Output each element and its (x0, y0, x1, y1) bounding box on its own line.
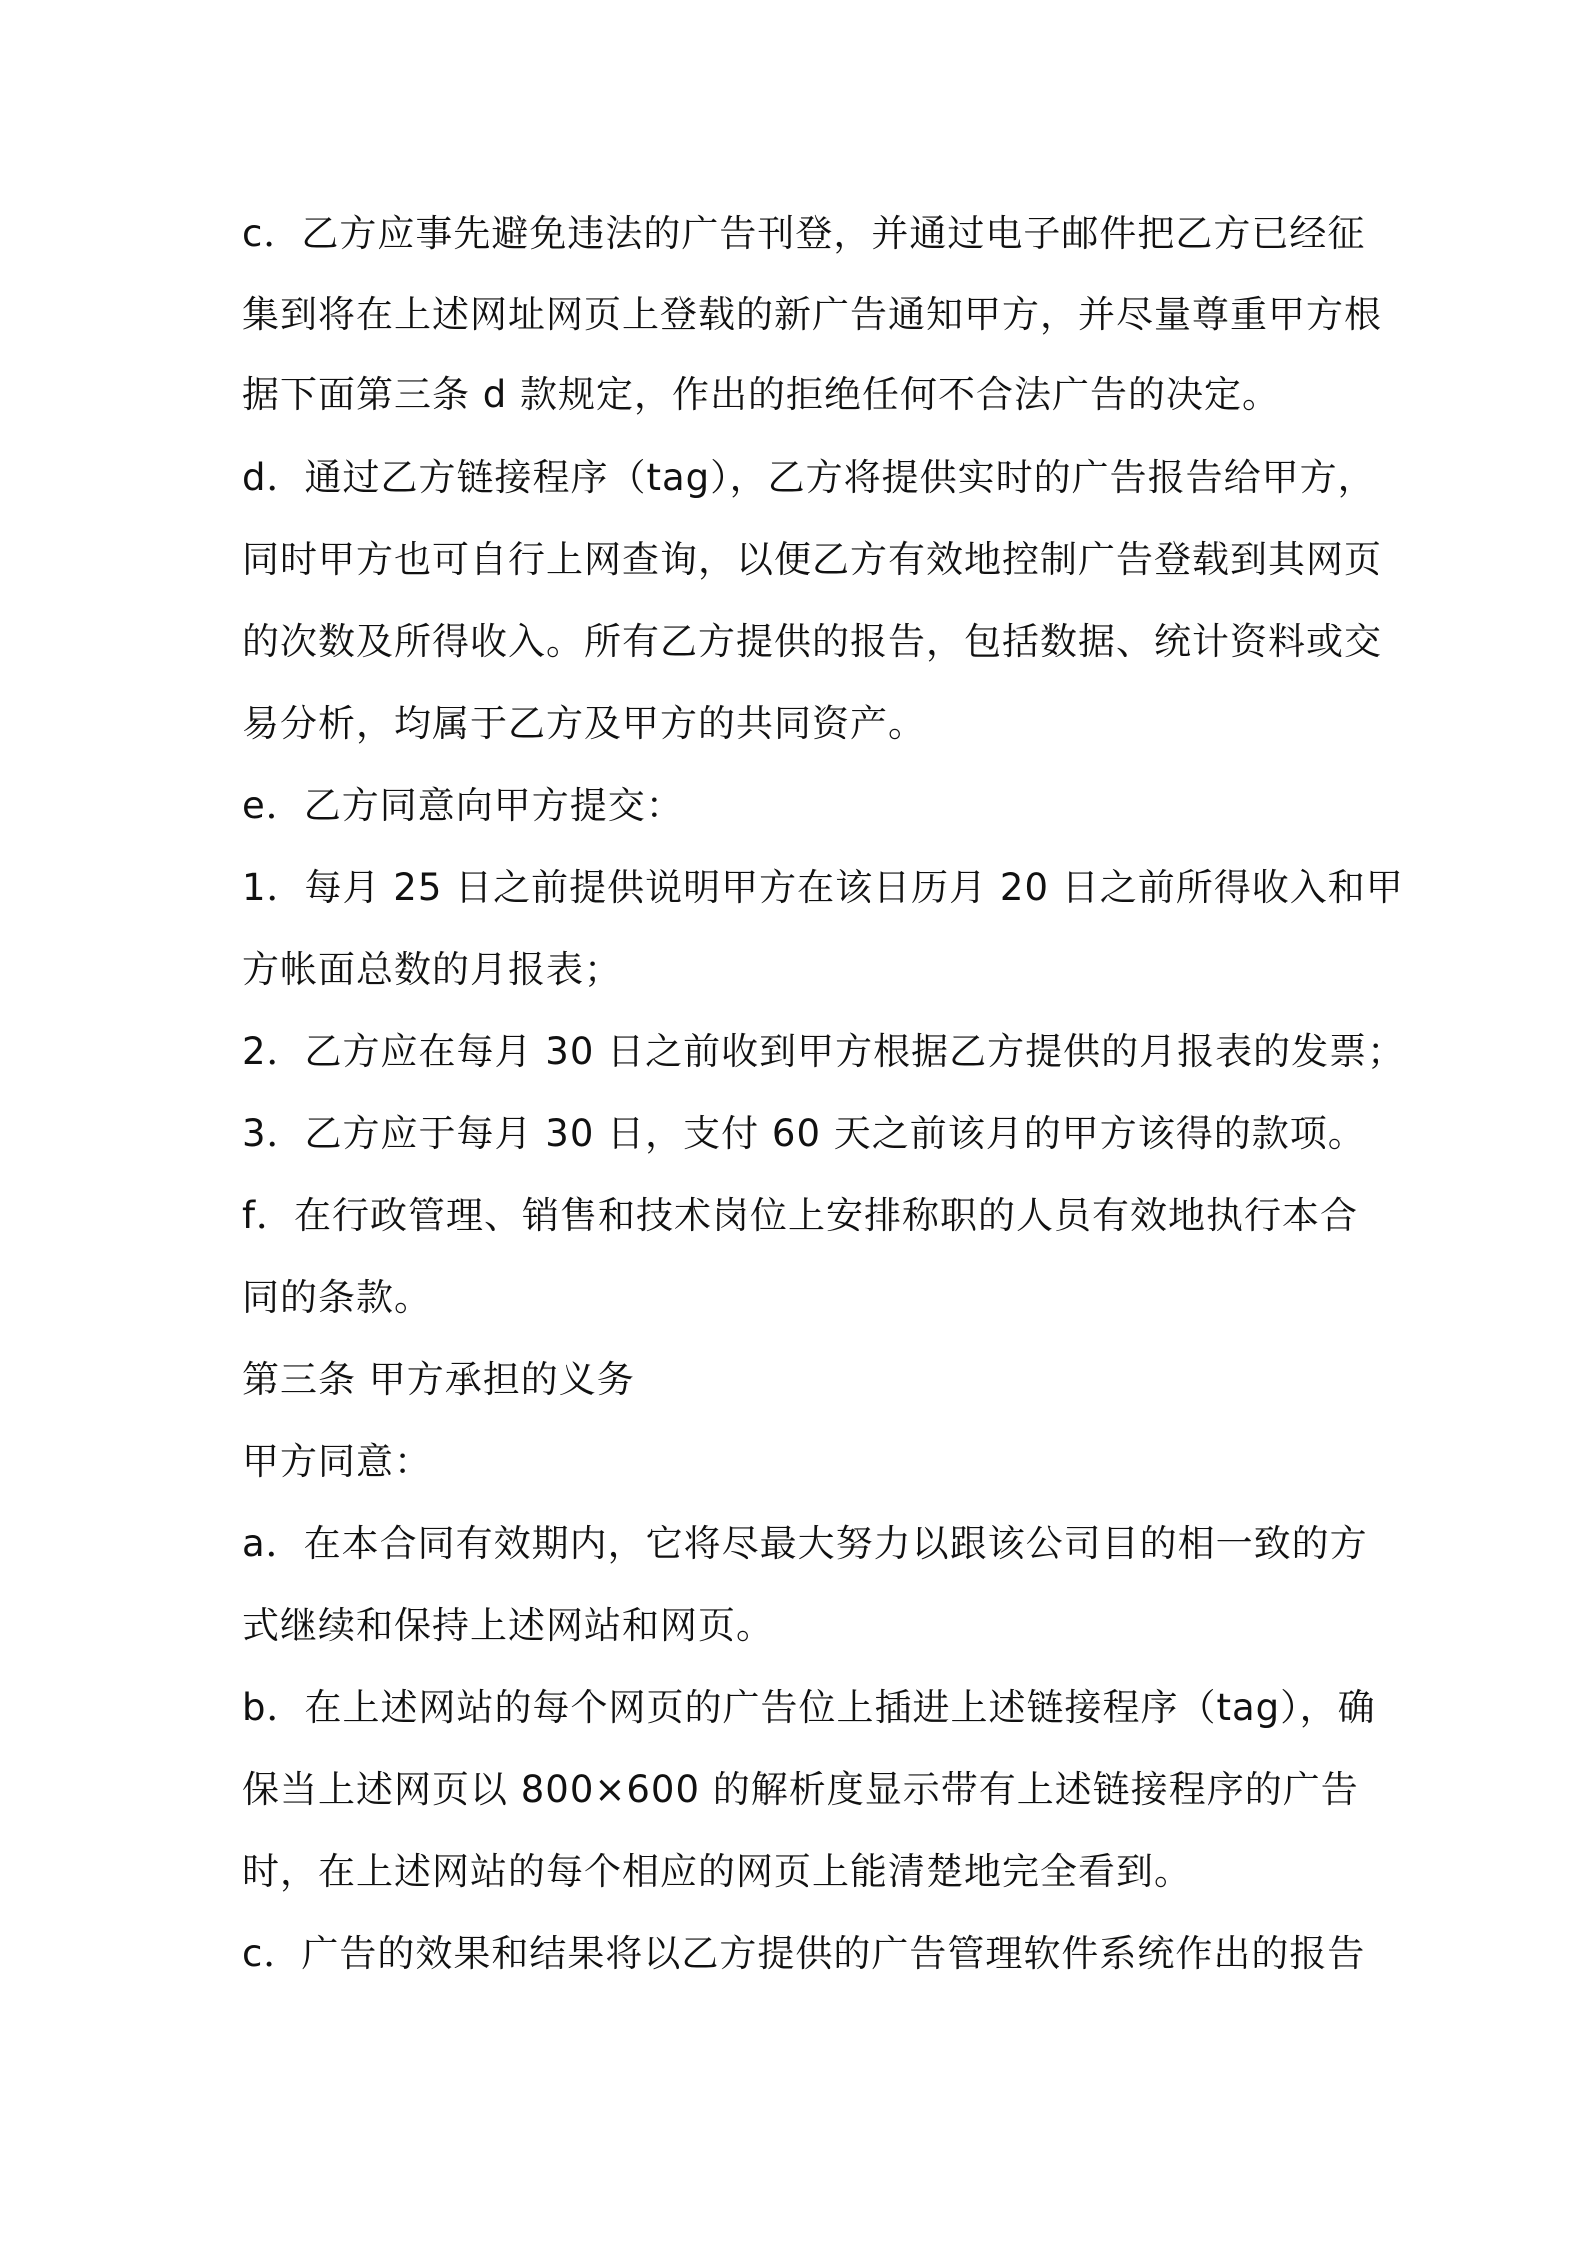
section-heading: 第三条 甲方承担的义务 (242, 1358, 635, 1401)
text-line: 集到将在上述网址网页上登载的新广告通知甲方，并尽量尊重甲方根 (242, 293, 1382, 336)
text-line: d．通过乙方链接程序（tag），乙方将提供实时的广告报告给甲方， (242, 456, 1376, 499)
text-line: 1．每月 25 日之前提供说明甲方在该日历月 20 日之前所得收入和甲 (242, 866, 1404, 909)
text-line: e．乙方同意向甲方提交： (242, 784, 684, 827)
text-line: 2．乙方应在每月 30 日之前收到甲方根据乙方提供的月报表的发票； (242, 1030, 1406, 1073)
text-line: b．在上述网站的每个网页的广告位上插进上述链接程序（tag），确 (242, 1686, 1376, 1729)
text-line: f．在行政管理、销售和技术岗位上安排称职的人员有效地执行本合 (242, 1194, 1359, 1237)
text-line: c．乙方应事先避免违法的广告刊登，并通过电子邮件把乙方已经征 (242, 212, 1366, 255)
text-line: 时，在上述网站的每个相应的网页上能清楚地完全看到。 (242, 1850, 1192, 1893)
text-line: 方帐面总数的月报表； (242, 948, 622, 991)
text-line: a．在本合同有效期内，它将尽最大努力以跟该公司目的相一致的方 (242, 1522, 1368, 1565)
text-line: c．广告的效果和结果将以乙方提供的广告管理软件系统作出的报告 (242, 1932, 1366, 1975)
text-line: 3．乙方应于每月 30 日，支付 60 天之前该月的甲方该得的款项。 (242, 1112, 1366, 1155)
text-line: 式继续和保持上述网站和网页。 (242, 1604, 774, 1647)
text-line: 易分析，均属于乙方及甲方的共同资产。 (242, 702, 926, 745)
text-line: 同时甲方也可自行上网查询，以便乙方有效地控制广告登载到其网页 (242, 538, 1382, 581)
text-line: 同的条款。 (242, 1276, 432, 1319)
text-line: 的次数及所得收入。所有乙方提供的报告，包括数据、统计资料或交 (242, 620, 1382, 663)
text-line: 甲方同意： (242, 1440, 432, 1483)
text-line: 保当上述网页以 800×600 的解析度显示带有上述链接程序的广告 (242, 1768, 1359, 1811)
text-line: 据下面第三条 d 款规定，作出的拒绝任何不合法广告的决定。 (242, 373, 1281, 416)
